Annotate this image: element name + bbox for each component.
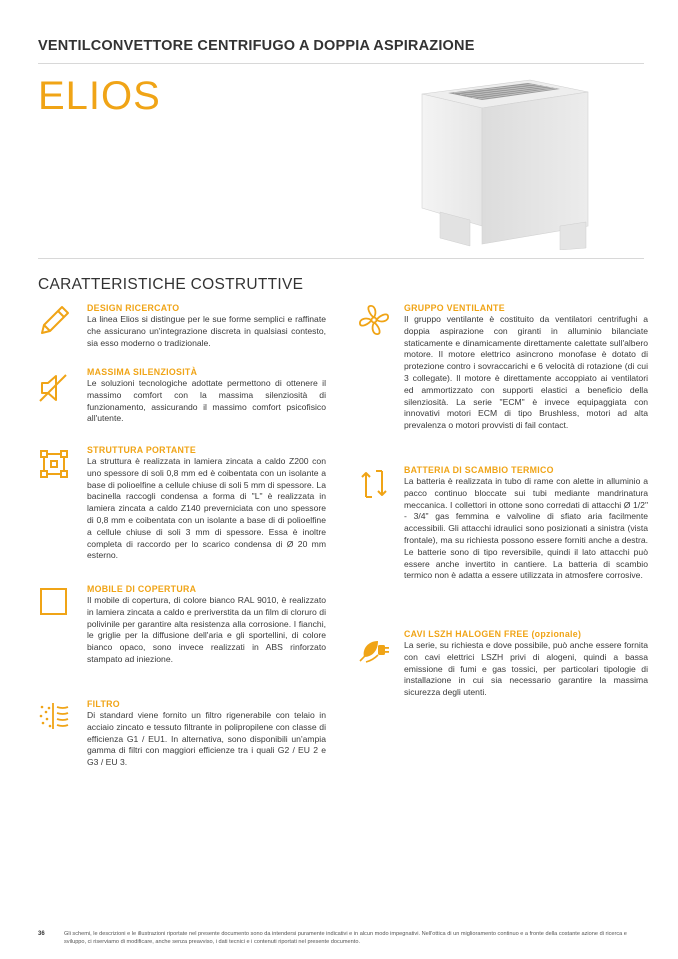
fan-icon — [358, 303, 390, 337]
pencil-icon — [38, 303, 70, 337]
feature-title: BATTERIA DI SCAMBIO TERMICO — [404, 465, 554, 475]
feature-title: GRUPPO VENTILANTE — [404, 303, 505, 313]
square-cabinet-icon — [38, 586, 70, 620]
speaker-mute-icon — [38, 371, 70, 405]
section-title: CARATTERISTICHE COSTRUTTIVE — [38, 276, 304, 293]
feature-text: Il mobile di copertura, di colore bianco RAL 9010, è realizzato in lamiera zincata a caldo e preriverstita da un film di cloruro di polivinile per garantire alta resistenza alla corrosione. I fianchi, le griglie per la diffusione dell'aria e gli sportellini, di colore bianco opaco, sono invece realizzati in ABS rinforzato stampato ad iniezione. — [87, 595, 326, 664]
feature-text: Il gruppo ventilante è costituito da ventilatori centrifughi a doppia aspirazione con giranti in alluminio bilanciate staticamente e dinamicamente direttamente calettate sull'albero motore. Il motore elettrico asincrono monofase è dotato di protezione contro i sovraccarichi e 6 velocità di rotazione (di cui 3 collegate). Il motore è direttamente accoppiato ai ventilatori ed ammortizzato con supporti elastici a beneficio della silenziosità. La serie "ECM" è invece equipaggiata con innovativi motori ECM di tipo Brushless, motori ad alta prevalenza o motori provvisti di fail contact. — [404, 314, 648, 431]
feature-fan-group — [358, 303, 650, 453]
feature-cabinet — [38, 584, 328, 684]
feature-heat-exchanger — [358, 465, 650, 615]
feature-text: Le soluzioni tecnologiche adottate permettono di ottenere il massimo comfort con la massima silenziosità di funzionamento, assicurando il massimo comfort psicofisico all'utente. — [87, 378, 326, 424]
feature-text: Di standard viene fornito un filtro rigenerabile con telaio in acciaio zincato e tessuto filtrante in polipropilene con classe di efficienza G1 / EU1. In alternativa, sono disponibili un'ampia gamma di filtri con maggiori efficienze tra i quali G2 / EU 2 e G3 / EU 3. — [87, 710, 326, 768]
frame-structure-icon — [38, 447, 70, 481]
feature-title: STRUTTURA PORTANTE — [87, 445, 196, 455]
filter-icon — [38, 699, 70, 733]
feature-structure — [38, 445, 328, 575]
feature-text: La struttura è realizzata in lamiera zincata a caldo Z200 con uno spessore di soli 0,8 mm ed è coibentata con un isolante a base di polioelfine a cellule chiuse di soli 5 mm di spessore. La bacinella raccogli condensa a forma di "L" è realizzata in lamiera zincata a caldo Z140 preverniciata con uno spessore di 0,8 mm e coibentata con un isolante a base di di polioelfine a cellule chiuse di soli 3 mm di spessore. Essa è inoltre completa di raccordo per lo scarico condensa di Ø 20 mm esterno. — [87, 456, 326, 561]
section-divider — [38, 258, 644, 259]
feature-title: MOBILE DI COPERTURA — [87, 584, 197, 594]
eco-plug-icon — [358, 631, 390, 665]
header-title: VENTILCONVETTORE CENTRIFUGO A DOPPIA ASPIRAZIONE — [38, 38, 475, 54]
feature-filter — [38, 699, 328, 779]
product-name: ELIOS — [38, 74, 161, 118]
feature-text: La batteria è realizzata in tubo di rame con alette in alluminio a pacco continuo bloccate sui tubi mediante mandrinatura meccanica. I collettori in ottone sono corredati di attacchi Ø 1/2" - 3/4" gas femmina e valvoline di sfiato aria facilmente accessibili. Gli attacchi idraulici sono posizionati a sinistra (vista frontale), ma su richiesta possono essere forniti anche a destra. Le batterie sono di tipo reversibile, quindi il lato attacchi può essere anche invertito in cantiere. La batteria di scambio termico non è adatta a essere utilizzata in atmosfere corrosive. — [404, 476, 648, 581]
feature-title: DESIGN RICERCATO — [87, 303, 180, 313]
feature-silence — [38, 367, 328, 431]
footer-disclaimer: Gli schemi, le descrizioni e le illustrazioni riportate nel presente documento sono da intendersi puramente indicativi e in alcun modo impegnativi. Nell'ottica di un miglioramento continuo e a fronte della costante azione di ricerca e sviluppo, ci riserviamo di modificare, anche senza preavviso, i dati tecnici e i contenuti riportati nel presente documento. — [64, 931, 627, 945]
feature-title: CAVI LSZH HALOGEN FREE (opzionale) — [404, 629, 582, 639]
feature-title: FILTRO — [87, 699, 120, 709]
feature-text: La serie, su richiesta e dove possibile, può anche essere fornita con cavi elettrici LSZH privi di alogeni, quindi a bassa emissione di fumi e gas tossici, per particolari tipologie di installazione in cui sia necessario garantire la massima sicurezza degli utenti. — [404, 640, 648, 698]
feature-lszh-cables — [358, 629, 650, 709]
page-number: 36 — [38, 931, 45, 937]
feature-design — [38, 303, 328, 363]
heat-exchange-arrows-icon — [358, 467, 390, 501]
feature-title: MASSIMA SILENZIOSITÀ — [87, 367, 198, 377]
feature-text: La linea Elios si distingue per le sue forme semplici e raffinate che assicurano un'integrazione discreta in qualsiasi contesto, sia esso moderno o tradizionale. — [87, 314, 326, 348]
product-image — [410, 76, 620, 250]
header-divider — [38, 63, 644, 64]
